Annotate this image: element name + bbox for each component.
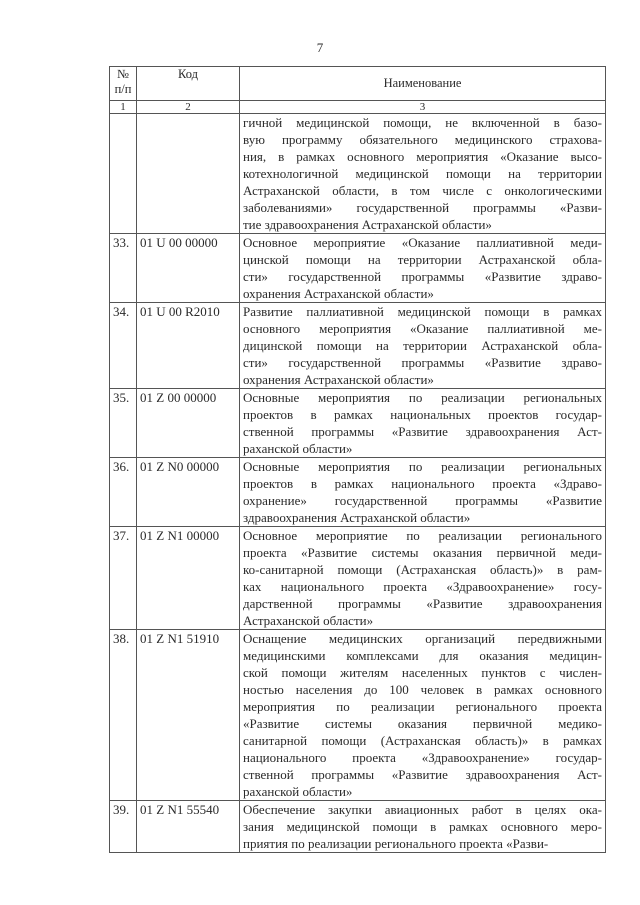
row-name-line: ственной программы «Развитие здравоохранения Аст-	[243, 424, 602, 439]
row-code: 01 Z 00 00000	[137, 389, 240, 458]
table-row	[110, 234, 606, 303]
row-name-line: дицинской помощи на территории Астраханской обла-	[243, 338, 602, 353]
row-name-line: сти» государственной программы «Развитие здраво-	[243, 355, 602, 370]
row-number: 39.	[110, 801, 137, 853]
row-name-line: гичной медицинской помощи, не включенной в базо-	[243, 115, 602, 130]
row-name-line: цинской помощи на территории Астраханской обла-	[243, 252, 602, 267]
row-name-line: национального проекта «Здравоохранение» государ-	[243, 750, 602, 765]
row-name-line: дарственной программы «Развитие здравоохранения	[243, 596, 602, 611]
row-name-line: охранение» государственной программы «Развитие	[243, 493, 602, 508]
table-row	[110, 114, 606, 234]
row-name-line: ко-санитарной помощи (Астраханская область)» в рам-	[243, 562, 602, 577]
row-name	[240, 801, 606, 853]
row-code	[137, 114, 240, 234]
row-name-line: «Развитие системы оказания первичной медико-	[243, 716, 602, 731]
row-name-line: проектов в рамках национального проекта «Здраво-	[243, 476, 602, 491]
row-name-line: котехнологичной медицинской помощи на территории	[243, 166, 602, 181]
row-number: 36.	[110, 458, 137, 527]
row-name	[240, 630, 606, 801]
row-name-line: ственной программы «Развитие здравоохранения Аст-	[243, 767, 602, 782]
row-name-line: проектов в рамках национальных проектов государ-	[243, 407, 602, 422]
row-code: 01 Z N1 51910	[137, 630, 240, 801]
column-index: 3	[240, 101, 606, 114]
row-name-line: Обеспечение закупки авиационных работ в целях ока-	[243, 802, 602, 817]
row-name-line: основного мероприятия «Оказание паллиативной ме-	[243, 321, 602, 336]
row-name-line: Оснащение медицинских организаций передвижными	[243, 631, 602, 646]
row-name	[240, 303, 606, 389]
row-name	[240, 458, 606, 527]
row-code: 01 Z N0 00000	[137, 458, 240, 527]
row-name-line: Развитие паллиативной медицинской помощи в рамках	[243, 304, 602, 319]
row-number	[110, 114, 137, 234]
page-number: 7	[316, 40, 324, 55]
row-name-line: приятия по реализации регионального проекта «Разви-	[243, 836, 549, 851]
table-header-row	[110, 67, 606, 101]
table-row	[110, 630, 606, 801]
row-name-line: вую программу обязательного медицинского страхова-	[243, 132, 602, 147]
row-name-line: Астраханской области»	[243, 613, 374, 628]
row-name	[240, 527, 606, 630]
row-name-line: проекта «Развитие системы оказания первичной меди-	[243, 545, 602, 560]
row-name	[240, 114, 606, 234]
row-name-line: тие здравоохранения Астраханской области»	[243, 217, 492, 232]
row-number: 33.	[110, 234, 137, 303]
column-index: 2	[137, 101, 240, 114]
row-name-line: заболеваниями» государственной программы «Разви-	[243, 200, 602, 215]
row-name-line: Основное мероприятие по реализации регионального	[243, 528, 602, 543]
row-name-line: ской помощи жителям населенных пунктов с числен-	[243, 665, 602, 680]
column-index: 1	[110, 101, 137, 114]
row-number: 37.	[110, 527, 137, 630]
row-name-line: Основные мероприятия по реализации региональных	[243, 459, 602, 474]
row-name-line: ках национального проекта «Здравоохранение» госу-	[243, 579, 602, 594]
row-name-line: раханской области»	[243, 441, 353, 456]
row-name-line: зания медицинской помощи в рамках основного меро-	[243, 819, 602, 834]
row-code: 01 U 00 R2010	[137, 303, 240, 389]
table-row	[110, 303, 606, 389]
table-row	[110, 458, 606, 527]
row-number: 38.	[110, 630, 137, 801]
table-row	[110, 801, 606, 853]
header-number-line1: №	[117, 67, 129, 81]
row-name-line: раханской области»	[243, 784, 353, 799]
row-name-line: охранения Астраханской области»	[243, 286, 434, 301]
column-index-row	[110, 101, 606, 114]
row-code: 01 U 00 00000	[137, 234, 240, 303]
row-code: 01 Z N1 55540	[137, 801, 240, 853]
header-name: Наименование	[240, 67, 606, 101]
row-name-line: Астраханской области, в том числе с онкологическими	[243, 183, 602, 198]
row-number: 35.	[110, 389, 137, 458]
row-name-line: здравоохранения Астраханской области»	[243, 510, 471, 525]
row-name-line: медицинскими комплексами для оказания медицин-	[243, 648, 602, 663]
row-name-line: Основные мероприятия по реализации региональных	[243, 390, 602, 405]
row-name	[240, 234, 606, 303]
row-name-line: ния, в рамках основного мероприятия «Оказание высо-	[243, 149, 602, 164]
budget-classification-table	[109, 66, 606, 853]
header-number-line2: п/п	[114, 82, 132, 96]
table-row	[110, 389, 606, 458]
row-name-line: охранения Астраханской области»	[243, 372, 434, 387]
row-name-line: Основное мероприятие «Оказание паллиативной меди-	[243, 235, 602, 250]
row-name-line: ностью населения до 100 человек в рамках основного	[243, 682, 602, 697]
row-name-line: санитарной помощи (Астраханская область)» в рамках	[243, 733, 602, 748]
row-code: 01 Z N1 00000	[137, 527, 240, 630]
row-name-line: мероприятия по реализации регионального проекта	[243, 699, 602, 714]
row-number: 34.	[110, 303, 137, 389]
table-row	[110, 527, 606, 630]
row-name-line: сти» государственной программы «Развитие здраво-	[243, 269, 602, 284]
header-code: Код	[137, 67, 240, 101]
row-name	[240, 389, 606, 458]
header-number	[110, 67, 137, 101]
